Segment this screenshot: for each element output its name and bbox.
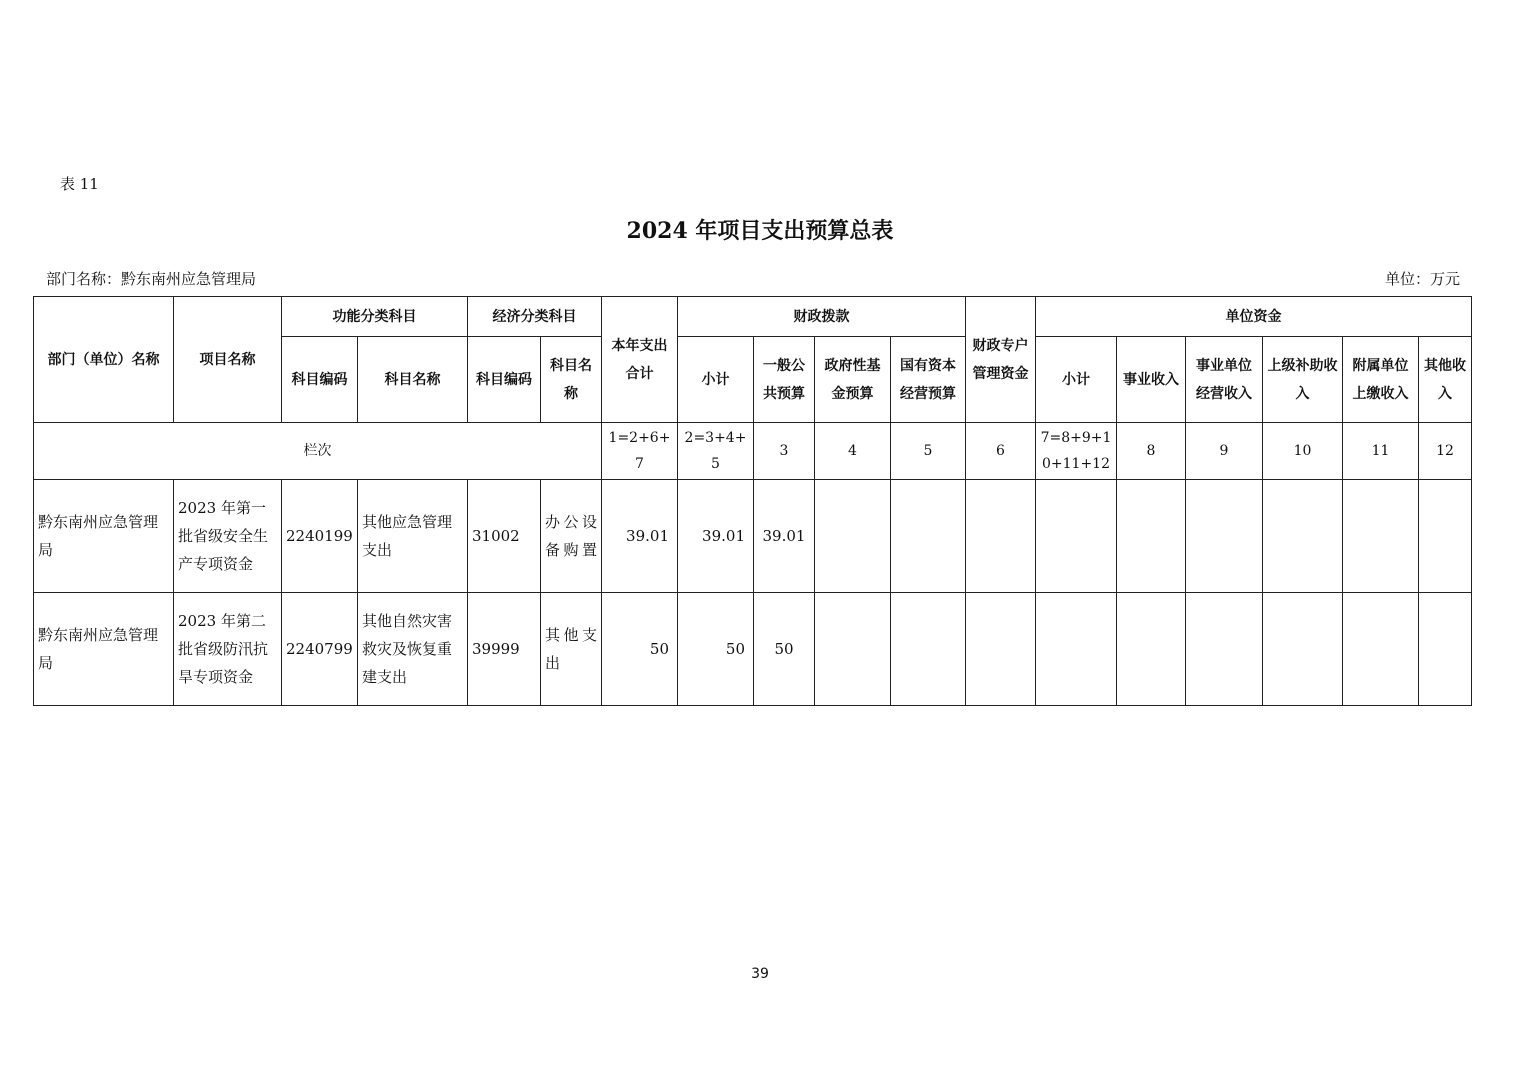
column-number: 4	[815, 423, 891, 480]
cell-empty	[1343, 593, 1419, 706]
cell-empty	[966, 593, 1036, 706]
cell-empty	[1419, 480, 1472, 593]
cell-empty	[815, 593, 891, 706]
cell-total: 50	[602, 593, 678, 706]
header-func-class: 功能分类科目	[282, 297, 468, 337]
cell-fiscal-subtotal: 50	[678, 593, 754, 706]
cell-empty	[1117, 593, 1186, 706]
header-general-public: 一般公共预算	[754, 337, 815, 423]
cell-project: 2023 年第二批省级防汛抗旱专项资金	[174, 593, 282, 706]
page-title: 2024 年项目支出预算总表	[626, 218, 894, 244]
column-row-label: 栏次	[34, 423, 602, 480]
page-number: 39	[751, 966, 769, 982]
column-number: 1=2+6+7	[602, 423, 678, 480]
header-dept-unit: 部门（单位）名称	[34, 297, 174, 423]
header-unit-funds: 单位资金	[1036, 297, 1472, 337]
column-number: 6	[966, 423, 1036, 480]
cell-empty	[891, 480, 966, 593]
unit-label: 单位：万元	[1384, 270, 1460, 288]
cell-fiscal-subtotal: 39.01	[678, 480, 754, 593]
header-econ-class: 经济分类科目	[468, 297, 602, 337]
header-row-top	[34, 297, 1472, 337]
header-other-income: 其他收入	[1419, 337, 1472, 423]
header-business-operating: 事业单位经营收入	[1186, 337, 1263, 423]
cell-general-public: 50	[754, 593, 815, 706]
cell-empty	[1186, 480, 1263, 593]
cell-empty	[1343, 480, 1419, 593]
department-label: 部门名称：黔东南州应急管理局	[46, 270, 257, 288]
cell-econ-name: 办公设备购置	[541, 480, 602, 593]
cell-func-code: 2240799	[282, 593, 358, 706]
column-number-row	[34, 423, 1472, 480]
header-total: 本年支出合计	[602, 297, 678, 423]
column-number: 11	[1343, 423, 1419, 480]
column-number: 7=8+9+10+11+12	[1036, 423, 1117, 480]
cell-empty	[815, 480, 891, 593]
column-number: 5	[891, 423, 966, 480]
cell-func-name: 其他自然灾害救灾及恢复重建支出	[358, 593, 468, 706]
column-number: 3	[754, 423, 815, 480]
cell-func-name: 其他应急管理支出	[358, 480, 468, 593]
column-number: 2=3+4+5	[678, 423, 754, 480]
header-superior-subsidy: 上级补助收入	[1263, 337, 1343, 423]
cell-dept: 黔东南州应急管理局	[34, 593, 174, 706]
header-gov-fund: 政府性基金预算	[815, 337, 891, 423]
column-number: 9	[1186, 423, 1263, 480]
cell-empty	[1419, 593, 1472, 706]
cell-empty	[1117, 480, 1186, 593]
column-number: 8	[1117, 423, 1186, 480]
header-business-income: 事业收入	[1117, 337, 1186, 423]
header-fiscal-special: 财政专户管理资金	[966, 297, 1036, 423]
header-econ-name: 科目名称	[541, 337, 602, 423]
column-number: 12	[1419, 423, 1472, 480]
cell-total: 39.01	[602, 480, 678, 593]
header-unit-subtotal: 小计	[1036, 337, 1117, 423]
cell-econ-name: 其他支出	[541, 593, 602, 706]
table-row	[34, 480, 1472, 593]
column-number: 10	[1263, 423, 1343, 480]
cell-project: 2023 年第一批省级安全生产专项资金	[174, 480, 282, 593]
cell-econ-code: 31002	[468, 480, 541, 593]
budget-table	[33, 296, 1472, 706]
cell-empty	[1263, 593, 1343, 706]
header-econ-code: 科目编码	[468, 337, 541, 423]
cell-general-public: 39.01	[754, 480, 815, 593]
header-project-name: 项目名称	[174, 297, 282, 423]
cell-empty	[966, 480, 1036, 593]
cell-empty	[1036, 593, 1117, 706]
header-func-code: 科目编码	[282, 337, 358, 423]
cell-empty	[1263, 480, 1343, 593]
cell-empty	[1186, 593, 1263, 706]
header-fiscal-subtotal: 小计	[678, 337, 754, 423]
cell-empty	[1036, 480, 1117, 593]
cell-dept: 黔东南州应急管理局	[34, 480, 174, 593]
table-row	[34, 593, 1472, 706]
table-number: 表 11	[60, 175, 99, 193]
cell-empty	[891, 593, 966, 706]
cell-func-code: 2240199	[282, 480, 358, 593]
header-func-name: 科目名称	[358, 337, 468, 423]
cell-econ-code: 39999	[468, 593, 541, 706]
header-fiscal: 财政拨款	[678, 297, 966, 337]
header-affiliated-payment: 附属单位上缴收入	[1343, 337, 1419, 423]
header-state-capital: 国有资本经营预算	[891, 337, 966, 423]
